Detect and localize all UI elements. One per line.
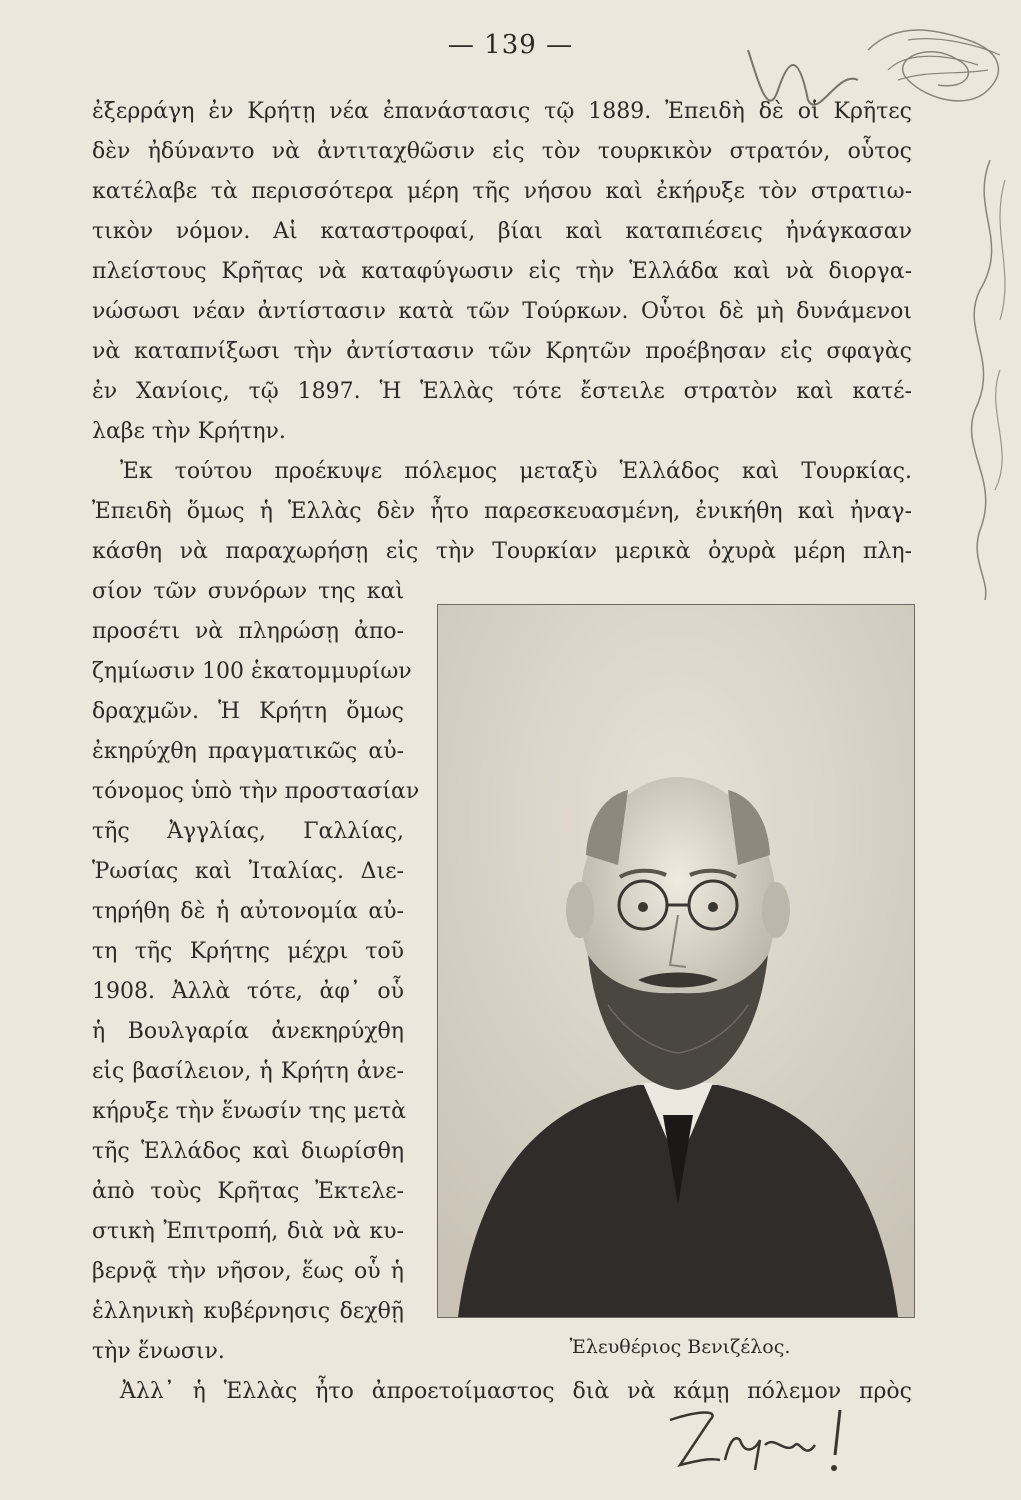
text-line: Ῥωσίας καὶ Ἰταλίας. Διε- — [92, 859, 404, 884]
pencil-scribble-margin — [930, 150, 1021, 610]
text-line: ἡ Βουλγαρία ἀνεκηρύχθη — [92, 1019, 404, 1044]
text-line: λαβε τὴν Κρήτην. — [92, 419, 286, 444]
text-line: ἐκηρύχθη πραγματικῶς αὐ- — [92, 739, 404, 764]
text-line: τόνομος ὑπὸ τὴν προστασίαν — [92, 779, 420, 804]
text-line: τῆς Ἀγγλίας, Γαλλίας, — [92, 819, 404, 844]
page-number: — 139 — — [447, 30, 574, 60]
text-line: Ἐκ τούτου προέκυψε πόλεμος μεταξὺ Ἑλλάδος καὶ Τουρκίας. — [120, 459, 912, 484]
text-line: τη τῆς Κρήτης μέχρι τοῦ — [92, 939, 404, 964]
text-line: ἐν Χανίοις, τῷ 1897. Ἡ Ἑλλὰς τότε ἔστειλε στρατὸν καὶ κατέ- — [92, 379, 912, 404]
text-line: κατέλαβε τὰ περισσότερα μέρη τῆς νήσου καὶ ἐκήρυξε τὸν στρατιω- — [92, 179, 912, 204]
portrait-illustration — [438, 605, 914, 1317]
text-line: κάσθη νὰ παραχωρήσῃ εἰς τὴν Τουρκίαν μερικὰ ὀχυρὰ μέρη πλη- — [92, 539, 912, 564]
photo-caption: Ἐλευθέριος Βενιζέλος. — [569, 1336, 791, 1358]
text-line: κήρυξε τὴν ἕνωσίν της μετὰ — [92, 1099, 406, 1124]
handwritten-note — [660, 1400, 860, 1480]
text-line: δὲν ἠδύναντο νὰ ἀντιταχθῶσιν εἰς τὸν τουρκικὸν στρατόν, οὗτος — [92, 139, 912, 164]
text-line: ἀπὸ τοὺς Κρῆτας Ἐκτελε- — [92, 1179, 404, 1204]
text-line: τῆς Ἑλλάδος καὶ διωρίσθη — [92, 1139, 404, 1164]
text-line: δραχμῶν. Ἡ Κρήτη ὅμως — [92, 699, 404, 724]
text-line: σίον τῶν συνόρων της καὶ — [92, 579, 404, 604]
text-line: νὰ καταπνίξωσι τὴν ἀντίστασιν τῶν Κρητῶν προέβησαν εἰς σφαγὰς — [92, 339, 912, 364]
text-line: τηρήθη δὲ ἡ αὐτονομία αὐ- — [92, 899, 404, 924]
text-line: 1908. Ἀλλὰ τότε, ἀφ᾽ οὗ — [92, 979, 404, 1004]
text-line: τικὸν νόμον. Αἱ καταστροφαί, βίαι καὶ καταπιέσεις ἠνάγκασαν — [92, 219, 912, 244]
text-line: τὴν ἕνωσιν. — [92, 1339, 225, 1364]
text-line: ζημίωσιν 100 ἑκατομμυρίων — [92, 659, 412, 684]
text-line: εἰς βασίλειον, ἡ Κρήτη ἀνε- — [92, 1059, 404, 1084]
text-line: νώσωσι νέαν ἀντίστασιν κατὰ τῶν Τούρκων. Οὗτοι δὲ μὴ δυνάμενοι — [92, 299, 912, 324]
text-line: Ἐπειδὴ ὅμως ἡ Ἑλλὰς δὲν ἦτο παρεσκευασμένη, ἐνικήθη καὶ ἠναγ- — [92, 499, 912, 524]
text-line: πλείστους Κρῆτας νὰ καταφύγωσιν εἰς τὴν Ἑλλάδα καὶ νὰ διοργα- — [92, 259, 912, 284]
text-line: προσέτι νὰ πληρώσῃ ἀπο- — [92, 619, 404, 644]
text-line: ἑλληνικὴ κυβέρνησις δεχθῇ — [92, 1299, 404, 1324]
text-line: Ἀλλ᾽ ἡ Ἑλλὰς ἦτο ἀπροετοίμαστος διὰ νὰ κάμῃ πόλεμον πρὸς — [120, 1379, 912, 1404]
text-line: βερνᾷ τὴν νῆσον, ἕως οὗ ἡ — [92, 1259, 404, 1284]
portrait-photo — [437, 604, 915, 1318]
text-line: ἐξερράγη ἐν Κρήτῃ νέα ἐπανάστασις τῷ 1889. Ἐπειδὴ δὲ οἱ Κρῆτες — [92, 99, 912, 124]
text-line: στικὴ Ἐπιτροπή, διὰ νὰ κυ- — [92, 1219, 404, 1244]
